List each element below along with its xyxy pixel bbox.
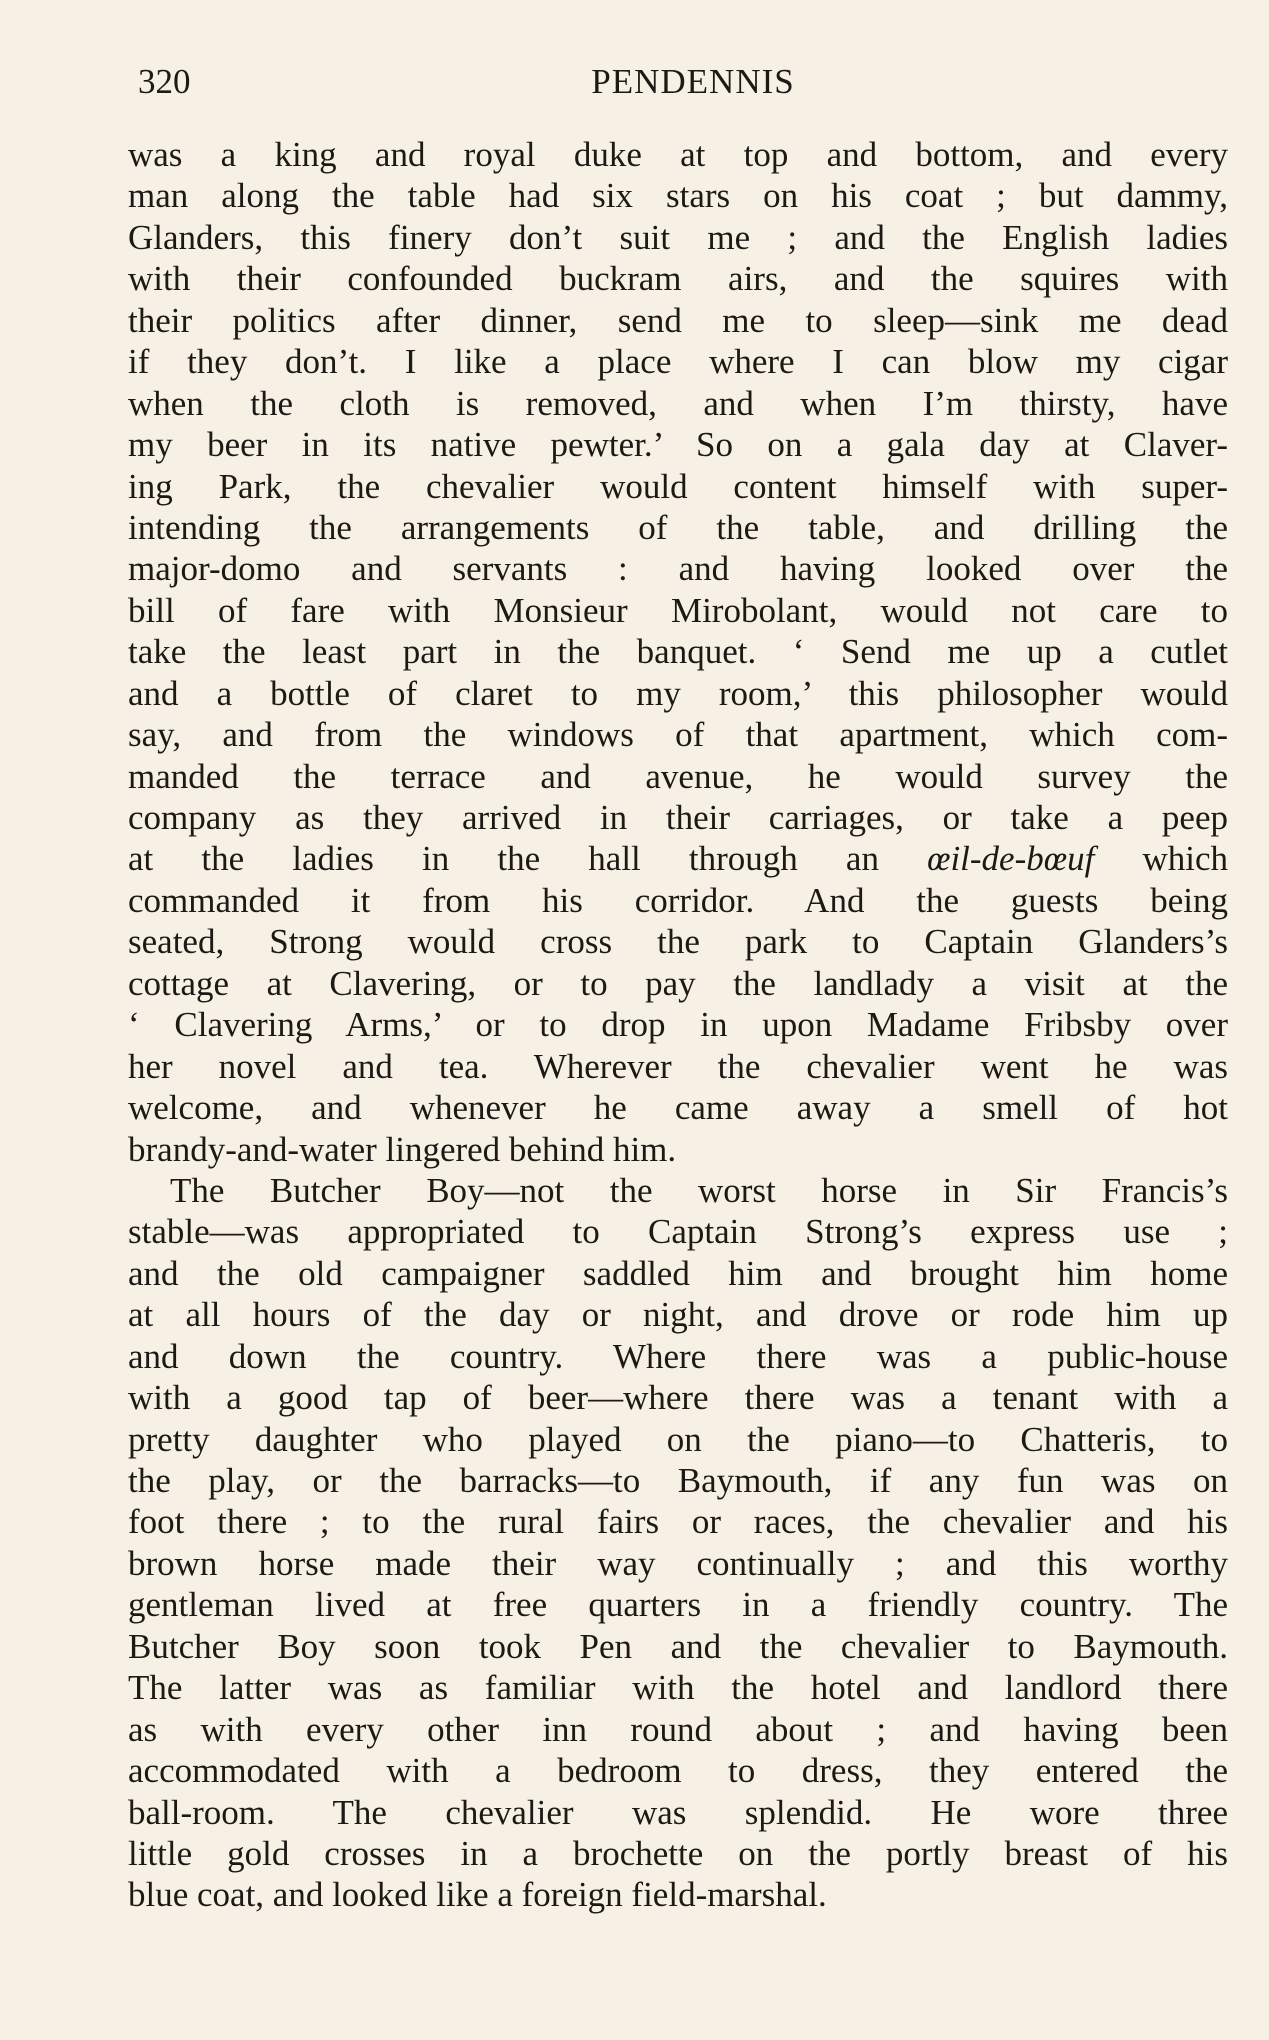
- text-line: stable—was appropriated to Captain Strong’s express use ;: [128, 1212, 1228, 1252]
- text-line: take the least part in the banquet. ‘ Send me up a cutlet: [128, 632, 1228, 672]
- paragraph: [128, 1170, 1228, 1916]
- text-line: [128, 838, 1228, 879]
- text-line: The Butcher Boy—not the worst horse in Sir Francis’s: [170, 1170, 1228, 1210]
- text-line: foot there ; to the rural fairs or races, the chevalier and his: [128, 1502, 1228, 1542]
- text-line: their politics after dinner, send me to sleep—sink me dead: [128, 300, 1228, 340]
- text-line: was a king and royal duke at top and bottom, and every: [128, 135, 1228, 174]
- text-line: brandy-and-water lingered behind him.: [128, 1129, 677, 1169]
- body-text: [128, 134, 1228, 1916]
- running-head: [138, 58, 1228, 110]
- text-line: intending the arrangements of the table, and drilling the: [128, 507, 1228, 547]
- text-line: ‘ Clavering Arms,’ or to drop in upon Madame Fribsby over: [128, 1005, 1228, 1045]
- text-line: and down the country. Where there was a public-house: [128, 1336, 1228, 1376]
- text-line: blue coat, and looked like a foreign field-marshal.: [128, 1875, 827, 1915]
- text-line: seated, Strong would cross the park to Captain Glanders’s: [128, 922, 1228, 962]
- text-line: as with every other inn round about ; and having been: [128, 1709, 1228, 1749]
- paragraph: [128, 134, 1228, 1170]
- text-line: welcome, and whenever he came away a smell of hot: [128, 1088, 1228, 1128]
- text-line: accommodated with a bedroom to dress, they entered the: [128, 1751, 1228, 1791]
- text-line: at all hours of the day or night, and drove or rode him up: [128, 1295, 1228, 1335]
- text-line: man along the table had six stars on his coat ; but dammy,: [128, 176, 1228, 216]
- text-line: little gold crosses in a brochette on the portly breast of his: [128, 1833, 1228, 1873]
- text-line: cottage at Clavering, or to pay the landlady a visit at the: [128, 963, 1228, 1003]
- text-segment: at the ladies in the hall through an: [128, 839, 928, 879]
- text-line: commanded it from his corridor. And the guests being: [128, 880, 1228, 920]
- text-line: and a bottle of claret to my room,’ this philosopher would: [128, 673, 1228, 713]
- paragraph-container: [128, 134, 1228, 1916]
- text-line: pretty daughter who played on the piano—to Chatteris, to: [128, 1419, 1228, 1459]
- text-line: Glanders, this finery don’t suit me ; and the English ladies: [128, 217, 1228, 257]
- text-line: with a good tap of beer—where there was a tenant with a: [128, 1378, 1228, 1418]
- text-line: gentleman lived at free quarters in a friendly country. The: [128, 1585, 1228, 1625]
- text-line: her novel and tea. Wherever the chevalier went he was: [128, 1046, 1228, 1086]
- text-line: manded the terrace and avenue, he would survey the: [128, 756, 1228, 796]
- text-line: when the cloth is removed, and when I’m thirsty, have: [128, 383, 1228, 423]
- text-line: Butcher Boy soon took Pen and the chevalier to Baymouth.: [128, 1626, 1228, 1666]
- italic-phrase: œil-de-bœuf: [927, 839, 1095, 879]
- text-line: if they don’t. I like a place where I can blow my cigar: [128, 342, 1228, 382]
- text-line: company as they arrived in their carriages, or take a peep: [128, 798, 1228, 837]
- text-line: the play, or the barracks—to Baymouth, if any fun was on: [128, 1461, 1228, 1500]
- text-line: and the old campaigner saddled him and brought him home: [128, 1253, 1228, 1293]
- text-line: ball-room. The chevalier was splendid. He wore three: [128, 1792, 1228, 1832]
- text-line: bill of fare with Monsieur Mirobolant, would not care to: [128, 590, 1228, 630]
- text-line: ing Park, the chevalier would content himself with super-: [128, 466, 1228, 506]
- text-line: my beer in its native pewter.’ So on a gala day at Claver-: [128, 425, 1228, 465]
- text-line: The latter was as familiar with the hotel and landlord there: [128, 1668, 1228, 1708]
- text-line: with their confounded buckram airs, and the squires with: [128, 259, 1228, 299]
- running-title: PENDENNIS: [591, 62, 795, 101]
- text-segment: which: [1094, 839, 1228, 879]
- text-line: major-domo and servants : and having looked over the: [128, 549, 1228, 589]
- text-line: brown horse made their way continually ; and this worthy: [128, 1543, 1228, 1583]
- text-line: say, and from the windows of that apartment, which com-: [128, 715, 1228, 755]
- page-number: 320: [138, 62, 191, 101]
